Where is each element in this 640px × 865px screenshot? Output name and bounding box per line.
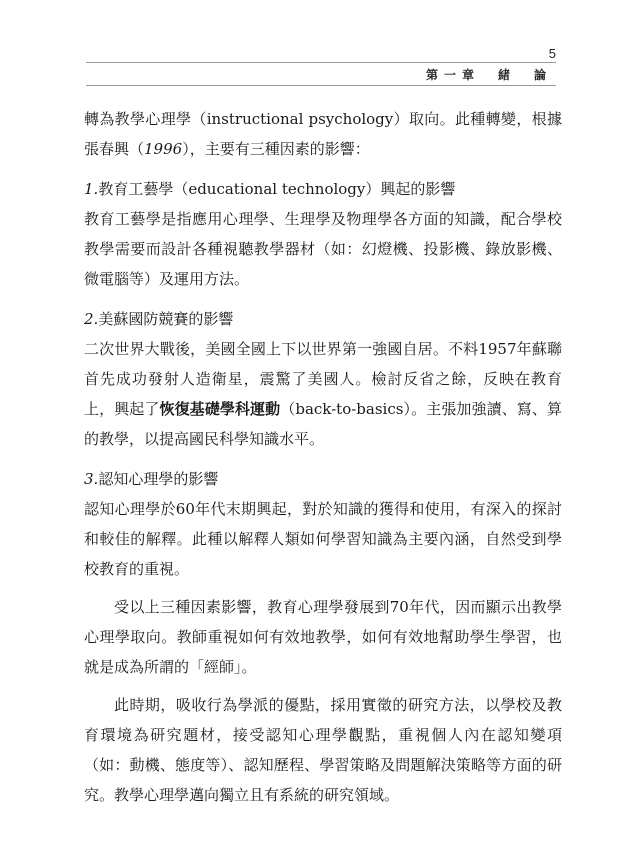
section-3-heading [84, 464, 562, 494]
page-number: 5 [548, 46, 556, 61]
section-1 [84, 174, 562, 294]
section-1-body: 教育工藝學是指應用心理學、生理學及物理學各方面的知識，配合學校教學需要而設計各種視聽教學器材（如：幻燈機、投影機、錄放影機、微電腦等）及運用方法。 [84, 210, 562, 288]
page-content [84, 104, 562, 810]
paragraph-1: 受以上三種因素影響，教育心理學發展到70年代，因而顯示出教學心理學取向。教師重視如何有效地教學，如何有效地幫助學生學習，也就是成為所謂的「經師」。 [84, 598, 562, 676]
header-rule-top [86, 62, 556, 63]
section-2-title: 美蘇國防競賽的影響 [98, 310, 234, 328]
section-2-body-b: （back-to-basics）。主張加強讀、寫、算的教學，以提高國民科學知識水平。 [84, 400, 562, 448]
section-2-body [84, 334, 562, 454]
section-2 [84, 304, 562, 454]
section-1-title: 教育工藝學（educational technology）興起的影響 [98, 180, 456, 198]
section-1-heading [84, 174, 562, 204]
section-3-body: 認知心理學於60年代末期興起，對於知識的獲得和使用，有深入的探討和較佳的解釋。此種以解釋人類如何學習知識為主要內涵，自然受到學校教育的重視。 [84, 500, 562, 578]
section-3 [84, 464, 562, 584]
intro-text-a: 轉為教學心理學（instructional psychology）取向。此種轉變，根據張春興（ [84, 110, 562, 158]
paragraph-2: 此時期，吸收行為學派的優點，採用實徵的研究方法，以學校及教育環境為研究題材，接受認知心理學觀點，重視個人內在認知變項（如：動機、態度等）、認知歷程、學習策略及問題解決策略等方面的研究。教學心理學邁向獨立且有系統的研究領域。 [84, 696, 562, 804]
section-2-number: 2. [84, 310, 99, 328]
intro-year: 1996 [144, 140, 183, 158]
section-1-number: 1. [84, 180, 99, 198]
intro-paragraph [84, 104, 562, 164]
section-3-number: 3. [84, 470, 99, 488]
section-2-heading [84, 304, 562, 334]
section-3-title: 認知心理學的影響 [98, 470, 219, 488]
section-2-body-bold: 恢復基礎學科運動 [159, 400, 281, 418]
section-2-body-a: 二次世界大戰後，美國全國上下以世界第一強國自居。不料1957年蘇聯首先成功發射人造衛星，震驚了美國人。檢討反省之餘，反映在教育上，興起了 [84, 340, 562, 418]
chapter-header: 第一章 緒 論 [425, 68, 552, 82]
intro-text-b: ），主要有三種因素的影響： [182, 140, 370, 158]
header-rule-bottom [86, 85, 556, 86]
